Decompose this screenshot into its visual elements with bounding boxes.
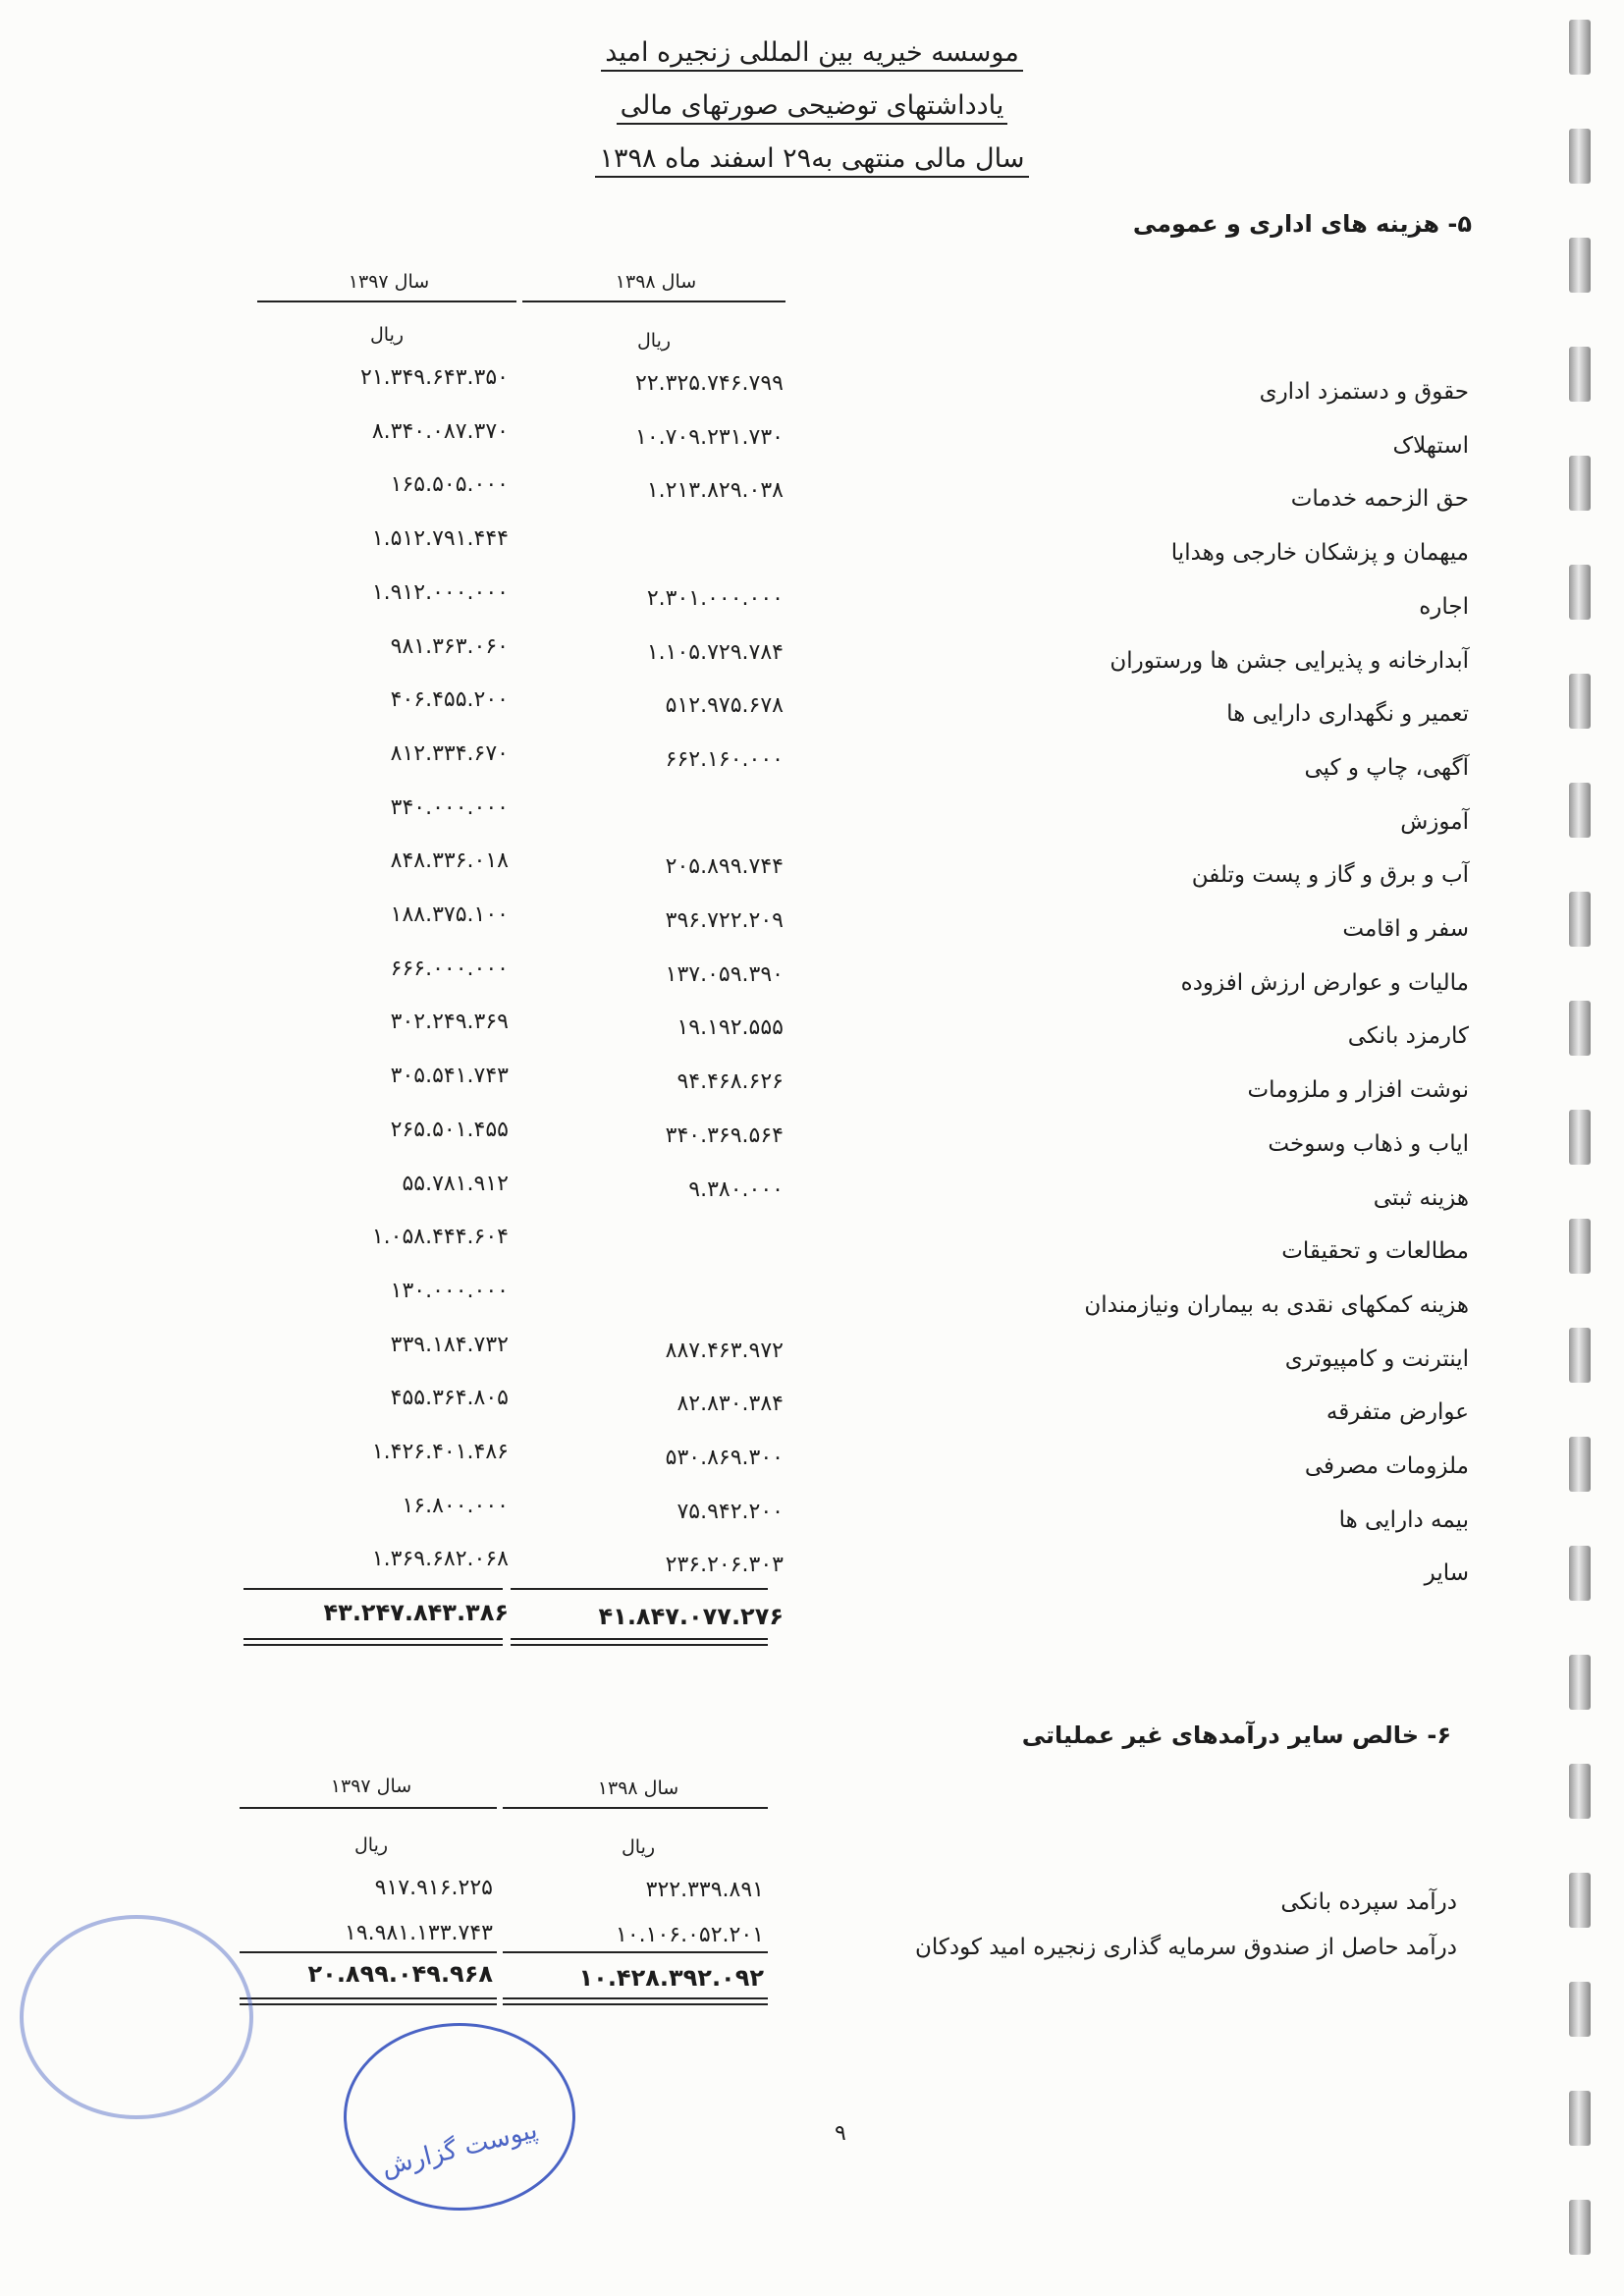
expense-value-1397: ۳۰۲.۲۴۹.۳۶۹: [390, 1010, 509, 1034]
header-org-name: موسسه خیریه بین المللی زنجیره امید: [0, 37, 1624, 68]
section6-total-1398: ۱۰.۴۲۸.۳۹۲.۰۹۲: [578, 1964, 764, 1992]
binder-hole: [1569, 20, 1591, 75]
expense-value-1397: ۳۰۵.۵۴۱.۷۴۳: [390, 1064, 509, 1088]
expense-label: هزینه کمکهای نقدی به بیماران ونیازمندان: [1084, 1292, 1469, 1318]
expense-value-1397: ۴۰۶.۴۵۵.۲۰۰: [390, 687, 509, 712]
expense-value-1398: ۱.۱۰۵.۷۲۹.۷۸۴: [646, 640, 784, 665]
expense-value-1398: ۱۰.۷۰۹.۲۳۱.۷۳۰: [635, 425, 784, 450]
expense-value-1397: ۳۳۹.۱۸۴.۷۳۲: [390, 1333, 509, 1357]
binder-hole: [1569, 1764, 1591, 1819]
expense-value-1398: ۸۲.۸۳۰.۳۸۴: [677, 1392, 784, 1416]
section5-total-1397-topline: [244, 1588, 503, 1590]
expense-label: آبدارخانه و پذیرایی جشن ها ورستوران: [1110, 648, 1469, 674]
section6-total-1398-doubleline-a: [503, 1997, 768, 1999]
expense-value-1398: ۲۲.۳۲۵.۷۴۶.۷۹۹: [635, 371, 784, 396]
expense-label: نوشت افزار و ملزومات: [1247, 1077, 1469, 1103]
binder-hole: [1569, 456, 1591, 511]
expense-value-1398: ۵۳۰.۸۶۹.۳۰۰: [665, 1446, 784, 1470]
expense-value-1397: ۱۳۰.۰۰۰.۰۰۰: [390, 1279, 509, 1303]
binder-hole: [1569, 1437, 1591, 1492]
expense-value-1397: ۵۵.۷۸۱.۹۱۲: [402, 1172, 509, 1196]
income-value-1398: ۳۲۲.۳۳۹.۸۹۱: [645, 1878, 764, 1902]
expense-value-1398: ۷۵.۹۴۲.۲۰۰: [677, 1500, 784, 1524]
expense-label: آب و برق و گاز و پست وتلفن: [1191, 862, 1469, 888]
expense-label: تعمیر و نگهداری دارایی ها: [1226, 701, 1469, 727]
expense-label: میهمان و پزشکان خارجی وهدایا: [1170, 540, 1469, 566]
expense-value-1398: ۸۸۷.۴۶۳.۹۷۲: [665, 1339, 784, 1363]
binder-hole: [1569, 1219, 1591, 1274]
income-label: درآمد حاصل از صندوق سرمایه گذاری زنجیره امید کودکان: [914, 1935, 1457, 1960]
expense-value-1397: ۳۴۰.۰۰۰.۰۰۰: [390, 795, 509, 820]
section5-total-1397: ۴۳.۲۴۷.۸۴۳.۳۸۶: [323, 1599, 509, 1626]
section5-total-1398-doubleline-b: [511, 1644, 768, 1646]
binder-hole: [1569, 2091, 1591, 2146]
section5-title: ۵- هزینه های اداری و عمومی: [1132, 210, 1472, 238]
expense-value-1397: ۱.۰۵۸.۴۴۴.۶۰۴: [371, 1225, 509, 1249]
expense-value-1397: ۸۱۲.۳۳۴.۶۷۰: [390, 741, 509, 766]
expense-label: عوارض متفرقه: [1326, 1399, 1469, 1425]
income-value-1398: ۱۰.۱۰۶.۰۵۲.۲۰۱: [616, 1923, 764, 1947]
income-value-1397: ۱۹.۹۸۱.۱۳۳.۷۴۳: [345, 1921, 493, 1945]
expense-value-1397: ۸.۳۴۰.۰۸۷.۳۷۰: [371, 419, 509, 444]
header-period: سال مالی منتهی به۲۹ اسفند ماه ۱۳۹۸: [0, 143, 1624, 174]
section6-unit-1398: ریال: [621, 1836, 656, 1858]
expense-value-1397: ۹۸۱.۳۶۳.۰۶۰: [390, 634, 509, 659]
expense-value-1398: ۵۱۲.۹۷۵.۶۷۸: [665, 693, 784, 718]
binder-hole: [1569, 1110, 1591, 1165]
expense-label: ایاب و ذهاب وسوخت: [1268, 1131, 1469, 1157]
binder-hole: [1569, 674, 1591, 729]
section6-total-1398-topline: [503, 1951, 768, 1953]
binder-hole: [1569, 1982, 1591, 2037]
expense-label: آگهی، چاپ و کپی: [1304, 755, 1469, 781]
expense-value-1397: ۸۴۸.۳۳۶.۰۱۸: [390, 848, 509, 873]
section6-col-1397-underline: [240, 1807, 497, 1809]
section5-col-1397: سال ۱۳۹۷: [348, 271, 430, 293]
section6-total-1398-doubleline-b: [503, 2003, 768, 2005]
expense-value-1398: ۲۳۶.۲۰۶.۳۰۳: [665, 1553, 784, 1577]
seal-stamp-blue: [344, 2023, 575, 2211]
expense-value-1397: ۱.۴۲۶.۴۰۱.۴۸۶: [371, 1440, 509, 1464]
expense-value-1398: ۱۹.۱۹۲.۵۵۵: [677, 1015, 784, 1040]
expense-value-1398: ۳۹۶.۷۲۲.۲۰۹: [665, 908, 784, 933]
binder-hole: [1569, 129, 1591, 184]
page-number: ۹: [835, 2121, 846, 2146]
section6-total-1397-topline: [240, 1951, 497, 1953]
header-subtitle: یادداشتهای توضیحی صورتهای مالی: [0, 90, 1624, 121]
section6-col-1398: سال ۱۳۹۸: [597, 1777, 679, 1799]
expense-label: هزینه ثبتی: [1373, 1185, 1469, 1211]
expense-value-1397: ۱.۹۱۲.۰۰۰.۰۰۰: [371, 580, 509, 605]
expense-value-1397: ۲۶۵.۵۰۱.۴۵۵: [390, 1118, 509, 1142]
section5-col-1398: سال ۱۳۹۸: [615, 271, 697, 293]
expense-label: بیمه دارایی ها: [1338, 1507, 1469, 1533]
expense-value-1397: ۱.۳۶۹.۶۸۲.۰۶۸: [371, 1547, 509, 1571]
section5-total-1398-doubleline-a: [511, 1638, 768, 1640]
section6-unit-1397: ریال: [353, 1834, 389, 1856]
stamp-text: پیوست گزارش: [378, 2114, 541, 2183]
expense-value-1398: ۱.۲۱۳.۸۲۹.۰۳۸: [646, 478, 784, 503]
income-label: درآمد سپرده بانکی: [1280, 1889, 1457, 1915]
binder-hole: [1569, 347, 1591, 402]
expense-label: سفر و اقامت: [1342, 916, 1469, 942]
section6-total-1397-doubleline-b: [240, 2003, 497, 2005]
expense-value-1397: ۱۸۸.۳۷۵.۱۰۰: [390, 902, 509, 927]
section6-total-1397-doubleline-a: [240, 1997, 497, 1999]
expense-label: اینترنت و کامپیوتری: [1284, 1346, 1469, 1372]
expense-label: حقوق و دستمزد اداری: [1259, 379, 1469, 405]
expense-label: سایر: [1424, 1560, 1469, 1586]
expense-value-1397: ۴۵۵.۳۶۴.۸۰۵: [390, 1386, 509, 1410]
section6-total-1397: ۲۰.۸۹۹.۰۴۹.۹۶۸: [307, 1960, 493, 1988]
section5-unit-1398: ریال: [636, 330, 672, 352]
faded-round-stamp: [20, 1915, 253, 2119]
section5-total-1397-doubleline-b: [244, 1644, 503, 1646]
expense-label: کارمزد بانکی: [1347, 1023, 1469, 1049]
expense-label: ملزومات مصرفی: [1304, 1453, 1469, 1479]
section5-total-1398-topline: [511, 1588, 768, 1590]
expense-value-1398: ۲.۳۰۱.۰۰۰.۰۰۰: [646, 586, 784, 611]
expense-value-1398: ۲۰۵.۸۹۹.۷۴۴: [665, 854, 784, 879]
binder-hole: [1569, 1655, 1591, 1710]
expense-value-1398: ۶۶۲.۱۶۰.۰۰۰: [665, 747, 784, 772]
section5-total-1397-doubleline-a: [244, 1638, 503, 1640]
section5-col-1398-underline: [522, 301, 785, 302]
expense-label: استهلاک: [1392, 433, 1469, 459]
section6-col-1397: سال ۱۳۹۷: [330, 1776, 412, 1797]
binder-hole: [1569, 1001, 1591, 1056]
expense-label: مطالعات و تحقیقات: [1281, 1238, 1469, 1264]
expense-value-1397: ۲۱.۳۴۹.۶۴۳.۳۵۰: [360, 365, 509, 390]
expense-value-1397: ۶۶۶.۰۰۰.۰۰۰: [390, 957, 509, 981]
expense-label: اجاره: [1419, 594, 1469, 620]
binder-hole: [1569, 565, 1591, 620]
binder-hole: [1569, 2200, 1591, 2255]
expense-value-1398: ۹.۳۸۰.۰۰۰: [688, 1177, 784, 1202]
expense-value-1397: ۱.۵۱۲.۷۹۱.۴۴۴: [371, 526, 509, 551]
section5-unit-1397: ریال: [369, 324, 405, 346]
expense-value-1398: ۳۴۰.۳۶۹.۵۶۴: [665, 1123, 784, 1148]
binder-hole: [1569, 1328, 1591, 1383]
expense-label: حق الزحمه خدمات: [1290, 486, 1469, 512]
binder-hole: [1569, 783, 1591, 838]
binder-hole: [1569, 238, 1591, 293]
expense-value-1398: ۹۴.۴۶۸.۶۲۶: [677, 1069, 784, 1094]
expense-value-1398: ۱۳۷.۰۵۹.۳۹۰: [665, 962, 784, 987]
binder-hole: [1569, 1546, 1591, 1601]
section6-col-1398-underline: [503, 1807, 768, 1809]
expense-value-1397: ۱۶۵.۵۰۵.۰۰۰: [390, 472, 509, 497]
expense-label: آموزش: [1400, 809, 1469, 835]
binder-hole: [1569, 892, 1591, 947]
expense-label: مالیات و عوارض ارزش افزوده: [1180, 970, 1469, 996]
section5-total-1398: ۴۱.۸۴۷.۰۷۷.۲۷۶: [598, 1603, 784, 1630]
expense-value-1397: ۱۶.۸۰۰.۰۰۰: [402, 1494, 509, 1518]
binder-hole: [1569, 1873, 1591, 1928]
income-value-1397: ۹۱۷.۹۱۶.۲۲۵: [374, 1876, 493, 1900]
section5-col-1397-underline: [257, 301, 516, 302]
section6-title: ۶- خالص سایر درآمدهای غیر عملیاتی: [1021, 1722, 1451, 1749]
